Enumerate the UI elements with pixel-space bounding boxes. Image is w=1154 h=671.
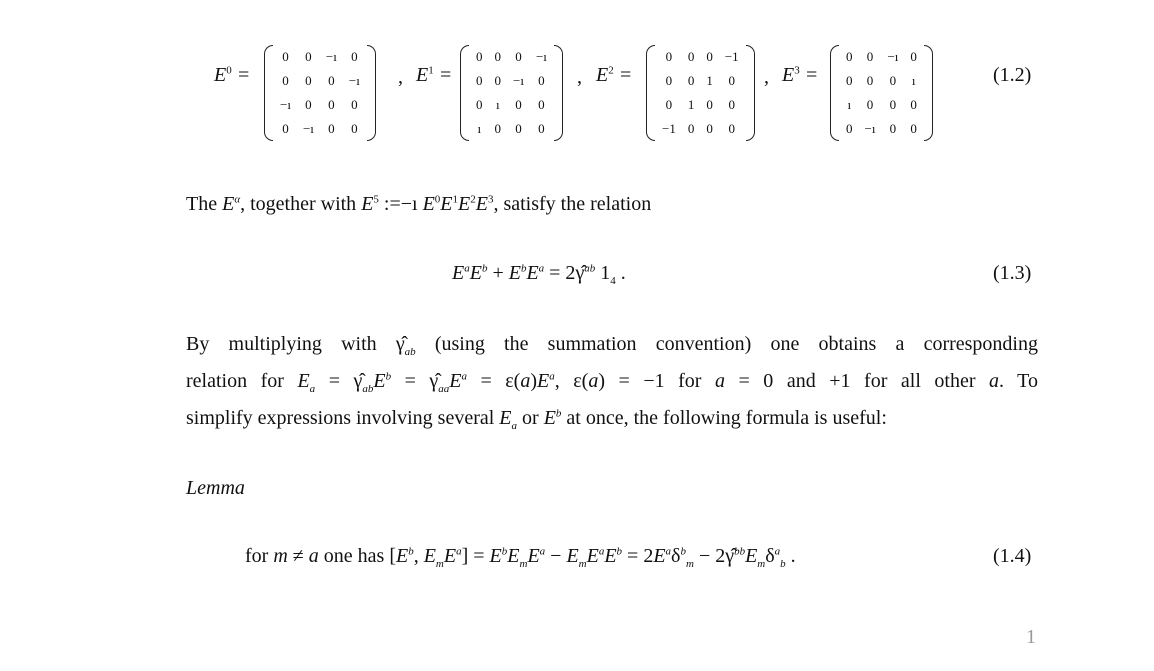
matrix-separator: , [398, 66, 403, 88]
equation-1-3: $E^aE^b + E^bE^a$ = 2γ̂$^{ab}$ $1_4$ . [452, 262, 626, 287]
equation-number-1-4: (1.4) [993, 545, 1032, 567]
matrix-e3: 0 0 −ı 0 0 0 0 ı ı 0 0 0 0 −ı 0 0 [830, 45, 933, 141]
equation-number-1-2: (1.2) [993, 64, 1032, 86]
paragraph-summation-line-2: relation for $E_a$ = $\gammâ_{ab}E^b$ = $\gammâ_{aa}E^a = \varepsilon(a)E^a$, ε(a) = −1 for a = 0 and +1 for all other a. To [186, 370, 1038, 395]
matrix-label-e1: $E^1$ = [416, 64, 453, 86]
paragraph-summation-line-3: simplify expressions involving several $E_a$ or $E^b$ at once, the following formula is useful: [186, 407, 887, 432]
matrix-e2: 0 0 0 −1 0 0 1 0 0 1 0 0 −1 0 0 0 [646, 45, 755, 141]
matrix-separator: , [764, 66, 769, 88]
equation-number-1-3: (1.3) [993, 262, 1032, 284]
lemma-heading: Lemma [186, 477, 245, 499]
matrix-separator: , [577, 66, 582, 88]
matrix-label-e2: $E^2$ = [596, 64, 633, 86]
matrix-e1: 0 0 0 −ı 0 0 −ı 0 0 ı 0 0 ı 0 0 0 [460, 45, 563, 141]
equation-1-4: for m ≠ a one has [$E^b$, $E_mE^a] = E^bE_mE^a - E_mE^aE^b = 2E^a\delta^b_m$ − $2\gammâ^{bb}E_m\delta^a_b$ . [245, 545, 796, 570]
page-number: 1 [1026, 626, 1036, 648]
paragraph-summation-line-1: By multiplying with $\gammâ_{ab}$ (using the summation convention) one obtains a corresponding [186, 333, 1038, 358]
matrix-label-e0: $E^0$ = [214, 64, 251, 86]
matrix-label-e3: $E^3$ = [782, 64, 819, 86]
matrix-e0: 0 0 −ı 0 0 0 0 −ı −ı 0 0 0 0 −ı 0 0 [264, 45, 376, 141]
paragraph-relation-intro: The $E^\alpha$, together with $E^5$ :=−ı $E^0E^1E^2E^3$, satisfy the relation [186, 193, 652, 215]
